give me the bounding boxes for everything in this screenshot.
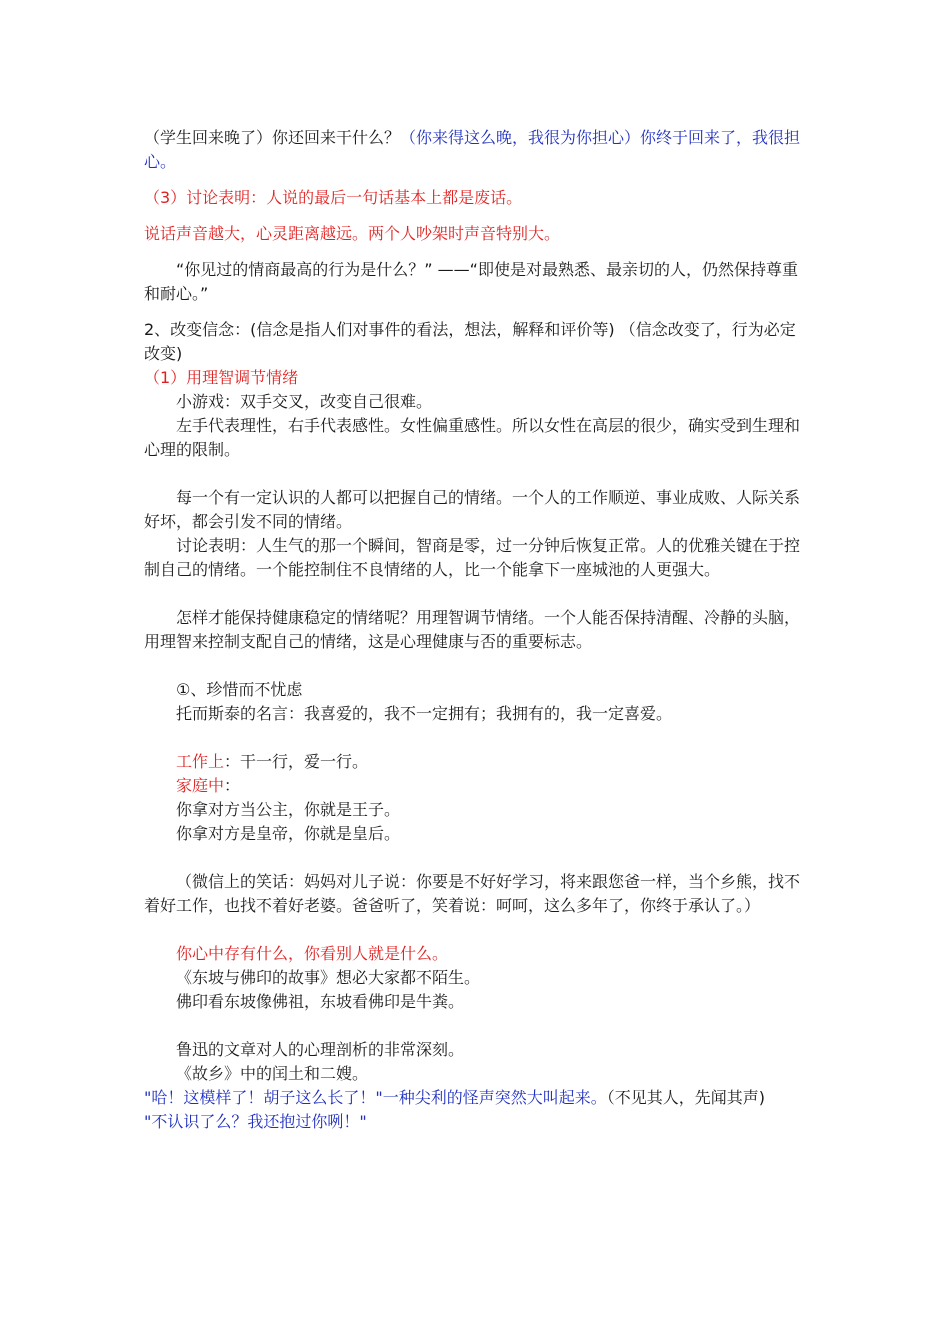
paragraph-left-right-hand: 左手代表理性，右手代表感性。女性偏重感性。所以女性在高层的很少，确实受到生理和心理的限制。 (144, 416, 801, 459)
subheading-cherish: ①、珍惜而不忧虑 (176, 680, 303, 699)
paragraph-foyin: 佛印看东坡像佛祖，东坡看佛印是牛粪。 (176, 992, 465, 1011)
paragraph-late-student (144, 126, 808, 174)
paragraph-dont-recognize: "不认识了么？我还抱过你咧！" (144, 1112, 367, 1131)
paragraph-dongpo-story: 《东坡与佛印的故事》想必大家都不陌生。 (176, 968, 481, 987)
document-body (144, 126, 808, 1134)
heading-change-belief: 2、改变信念：(信念是指人们对事件的看法，想法，解释和评价等) （信念改变了，行为必定改变) (144, 320, 796, 363)
paragraph-voice-distance: 说话声音越大，心灵距离越远。两个人吵架时声音特别大。 (144, 224, 561, 243)
text-quote-blue: "哈！这模样了！胡子这么长了！"一种尖利的怪声突然大叫起来。 (144, 1088, 607, 1107)
paragraph-discussion-angry: 讨论表明：人生气的那一个瞬间，智商是零，过一分钟后恢复正常。人的优雅关键在于控制自己的情绪。一个能控制住不良情绪的人，比一个能拿下一座城池的人更强大。 (144, 536, 801, 579)
paragraph-princess: 你拿对方当公主，你就是王子。 (176, 800, 401, 819)
paragraph-tolstoy-quote: 托而斯泰的名言：我喜爱的，我不一定拥有；我拥有的，我一定喜爱。 (176, 704, 673, 723)
paragraph-hometown: 《故乡》中的闰土和二嫂。 (176, 1064, 369, 1083)
label-at-work: 工作上 (176, 752, 225, 771)
text-blue: （你来得这么晚，我很为你担心）你终于回来了，我很担心。 (144, 128, 801, 171)
text-black: （学生回来晚了）你还回来干什么？ (144, 128, 401, 147)
paragraph-at-work (144, 750, 808, 774)
paragraph-heart-view: 你心中存有什么，你看别人就是什么。 (176, 944, 449, 963)
paragraph-discussion-last-sentence: （3）讨论表明：人说的最后一句话基本上都是废话。 (144, 188, 523, 207)
text-at-work: ：干一行，爱一行。 (224, 752, 369, 771)
paragraph-luxun: 鲁迅的文章对人的心理剖析的非常深刻。 (176, 1040, 465, 1059)
heading-reason-emotion: （1）用理智调节情绪 (144, 368, 299, 387)
text-quote-black: （不见其人，先闻其声) (606, 1088, 765, 1107)
text-at-home: ： (224, 776, 241, 795)
paragraph-healthy-emotion: 怎样才能保持健康稳定的情绪呢？用理智调节情绪。一个人能否保持清醒、冷静的头脑，用理智来控制支配自己的情绪，这是心理健康与否的重要标志。 (144, 608, 801, 651)
paragraph-at-home (144, 774, 808, 798)
paragraph-mini-game: 小游戏：双手交叉，改变自己很难。 (176, 392, 433, 411)
paragraph-wechat-joke: （微信上的笑话：妈妈对儿子说：你要是不好好学习，将来跟您爸一样，当个乡熊，找不着好工作，也找不着好老婆。爸爸听了，笑着说：呵呵，这么多年了，你终于承认了。） (144, 872, 801, 915)
paragraph-sharp-voice (144, 1086, 808, 1110)
paragraph-emperor: 你拿对方是皇帝，你就是皇后。 (176, 824, 401, 843)
paragraph-control-emotion: 每一个有一定认识的人都可以把握自己的情绪。一个人的工作顺逆、事业成败、人际关系好坏，都会引发不同的情绪。 (144, 488, 801, 531)
paragraph-eq-quote: “你见过的情商最高的行为是什么？” ——“即使是对最熟悉、最亲切的人，仍然保持尊重和耐心。” (144, 260, 798, 303)
label-at-home: 家庭中 (176, 776, 225, 795)
